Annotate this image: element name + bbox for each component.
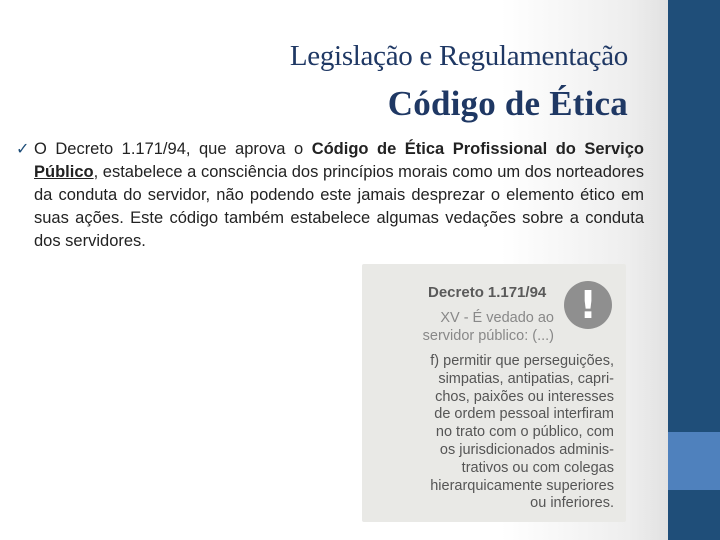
slide-title: Código de Ética	[387, 84, 628, 123]
card-intro-line: XV - É vedado ao	[440, 310, 554, 326]
card-body-line: de ordem pessoal interfiram	[434, 406, 614, 423]
slide-subtitle: Legislação e Regulamentação	[289, 40, 628, 72]
card-body-line: os jurisdicionados adminis-	[439, 441, 614, 458]
bullet-paragraph	[34, 138, 644, 253]
card-header	[428, 284, 546, 301]
title-area	[290, 38, 628, 126]
sidebar-accent-light	[668, 432, 720, 490]
bullet-text-2: , estabelece a consciência dos princípios morais como um dos norteadores da conduta do servidor, não podendo este jamais desprezar o elemento ético em suas ações. Este código também estabelece algumas vedações sobre a conduta dos servidores.	[34, 163, 644, 250]
card-body-line: hierarquicamente superiores	[430, 477, 614, 494]
card-header-number: 1.171/94	[487, 284, 547, 301]
card-body-line: simpatias, antipatias, capri-	[438, 370, 614, 387]
card-body-line: no trato com o público, com	[435, 424, 614, 441]
card-body-line: chos, paixões ou interesses	[435, 388, 614, 405]
bullet-bold-text: Código de Ética Profissional do Serviço	[311, 140, 644, 158]
card-intro-line: servidor público: (...)	[422, 327, 554, 344]
card-intro	[423, 310, 554, 345]
decree-image-card	[362, 264, 626, 522]
card-body-line: trativos ou com colegas	[461, 459, 614, 476]
card-body	[412, 353, 614, 513]
bullet-text-1: O Decreto 1.171/94, que aprova o	[34, 140, 312, 158]
exclamation-icon: !	[564, 281, 612, 329]
bullet-bold-underline-text: Público	[34, 163, 94, 181]
card-body-line: ou inferiores.	[530, 495, 614, 512]
card-header-label: Decreto	[428, 284, 484, 301]
bullet-item	[16, 138, 644, 253]
card-body-line: f) permitir que perseguições,	[430, 353, 614, 369]
checkmark-icon: ✓	[16, 141, 30, 158]
